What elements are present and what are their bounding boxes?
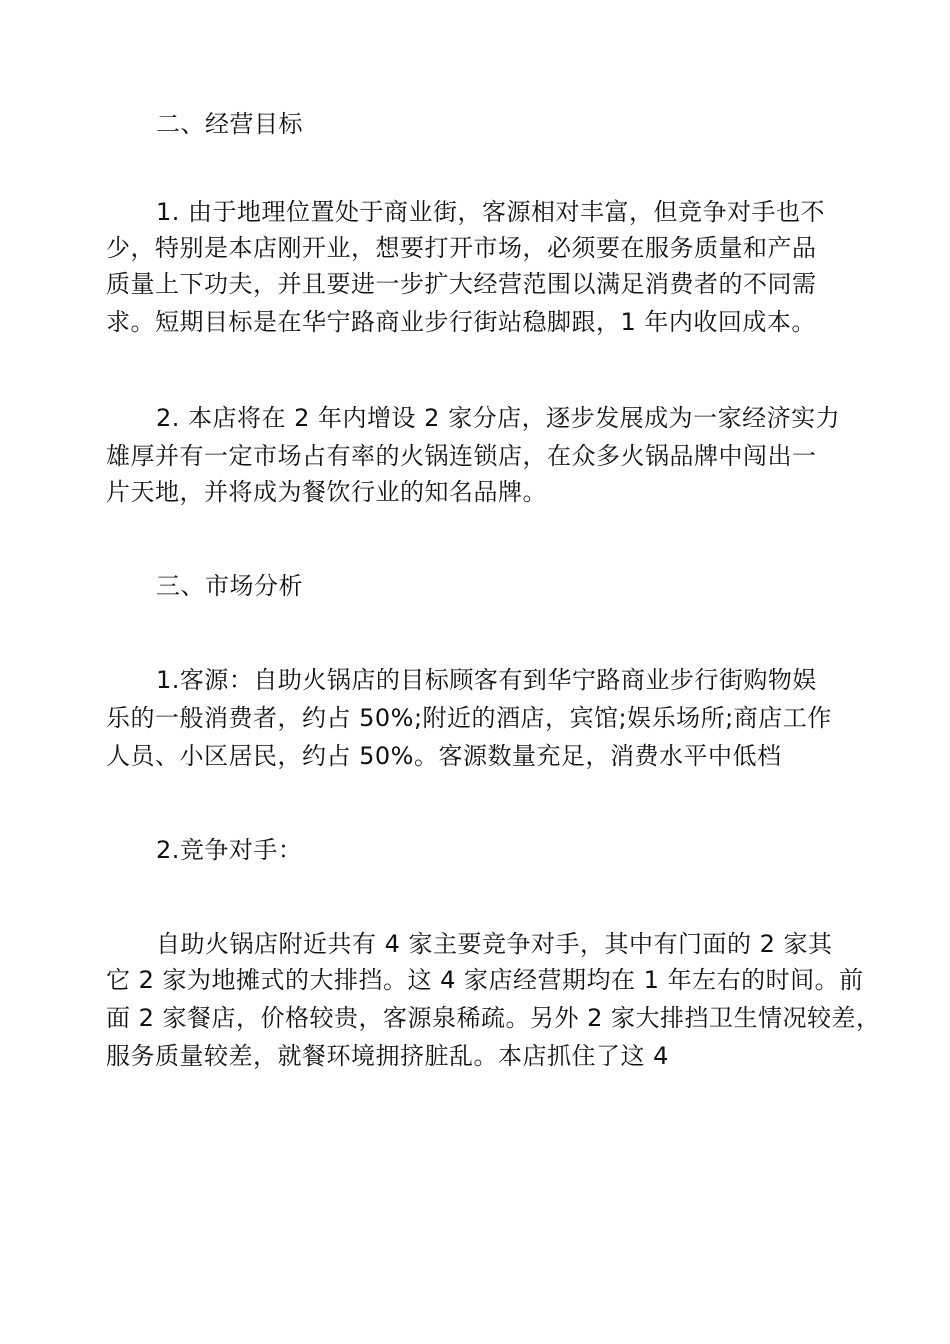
paragraph-line: 乐的一般消费者，约占 50%;附近的酒店，宾馆;娱乐场所;商店工作 bbox=[106, 704, 832, 732]
paragraph-line: 少，特别是本店刚开业，想要打开市场，必须要在服务质量和产品 bbox=[106, 234, 817, 262]
paragraph-line: 服务质量较差，就餐环境拥挤脏乱。本店抓住了这 4 bbox=[106, 1042, 669, 1070]
subheading-competitors: 2.竞争对手： bbox=[156, 836, 303, 864]
paragraph-line: 1.客源：自助火锅店的目标顾客有到华宁路商业步行街购物娱 bbox=[156, 666, 817, 694]
section-heading-business-goals: 二、经营目标 bbox=[156, 110, 303, 138]
paragraph-line: 雄厚并有一定市场占有率的火锅连锁店，在众多火锅品牌中闯出一 bbox=[106, 442, 817, 470]
section-heading-market-analysis: 三、市场分析 bbox=[156, 572, 303, 600]
paragraph-line: 求。短期目标是在华宁路商业步行街站稳脚跟，1 年内收回成本。 bbox=[106, 308, 816, 336]
paragraph-line: 片天地，并将成为餐饮行业的知名品牌。 bbox=[106, 478, 547, 506]
paragraph-line: 它 2 家为地摊式的大排挡。这 4 家店经营期均在 1 年左右的时间。前 bbox=[106, 966, 864, 994]
paragraph-line: 质量上下功夫，并且要进一步扩大经营范围以满足消费者的不同需 bbox=[106, 270, 817, 298]
paragraph-line: 人员、小区居民，约占 50%。客源数量充足，消费水平中低档 bbox=[106, 742, 782, 770]
paragraph-line: 2. 本店将在 2 年内增设 2 家分店，逐步发展成为一家经济实力 bbox=[156, 404, 841, 432]
paragraph-line: 面 2 家餐店，价格较贵，客源泉稀疏。另外 2 家大排挡卫生情况较差， bbox=[106, 1004, 881, 1032]
paragraph-line: 1. 由于地理位置处于商业街，客源相对丰富，但竞争对手也不 bbox=[156, 198, 826, 226]
paragraph-line: 自助火锅店附近共有 4 家主要竞争对手，其中有门面的 2 家其 bbox=[156, 930, 833, 958]
